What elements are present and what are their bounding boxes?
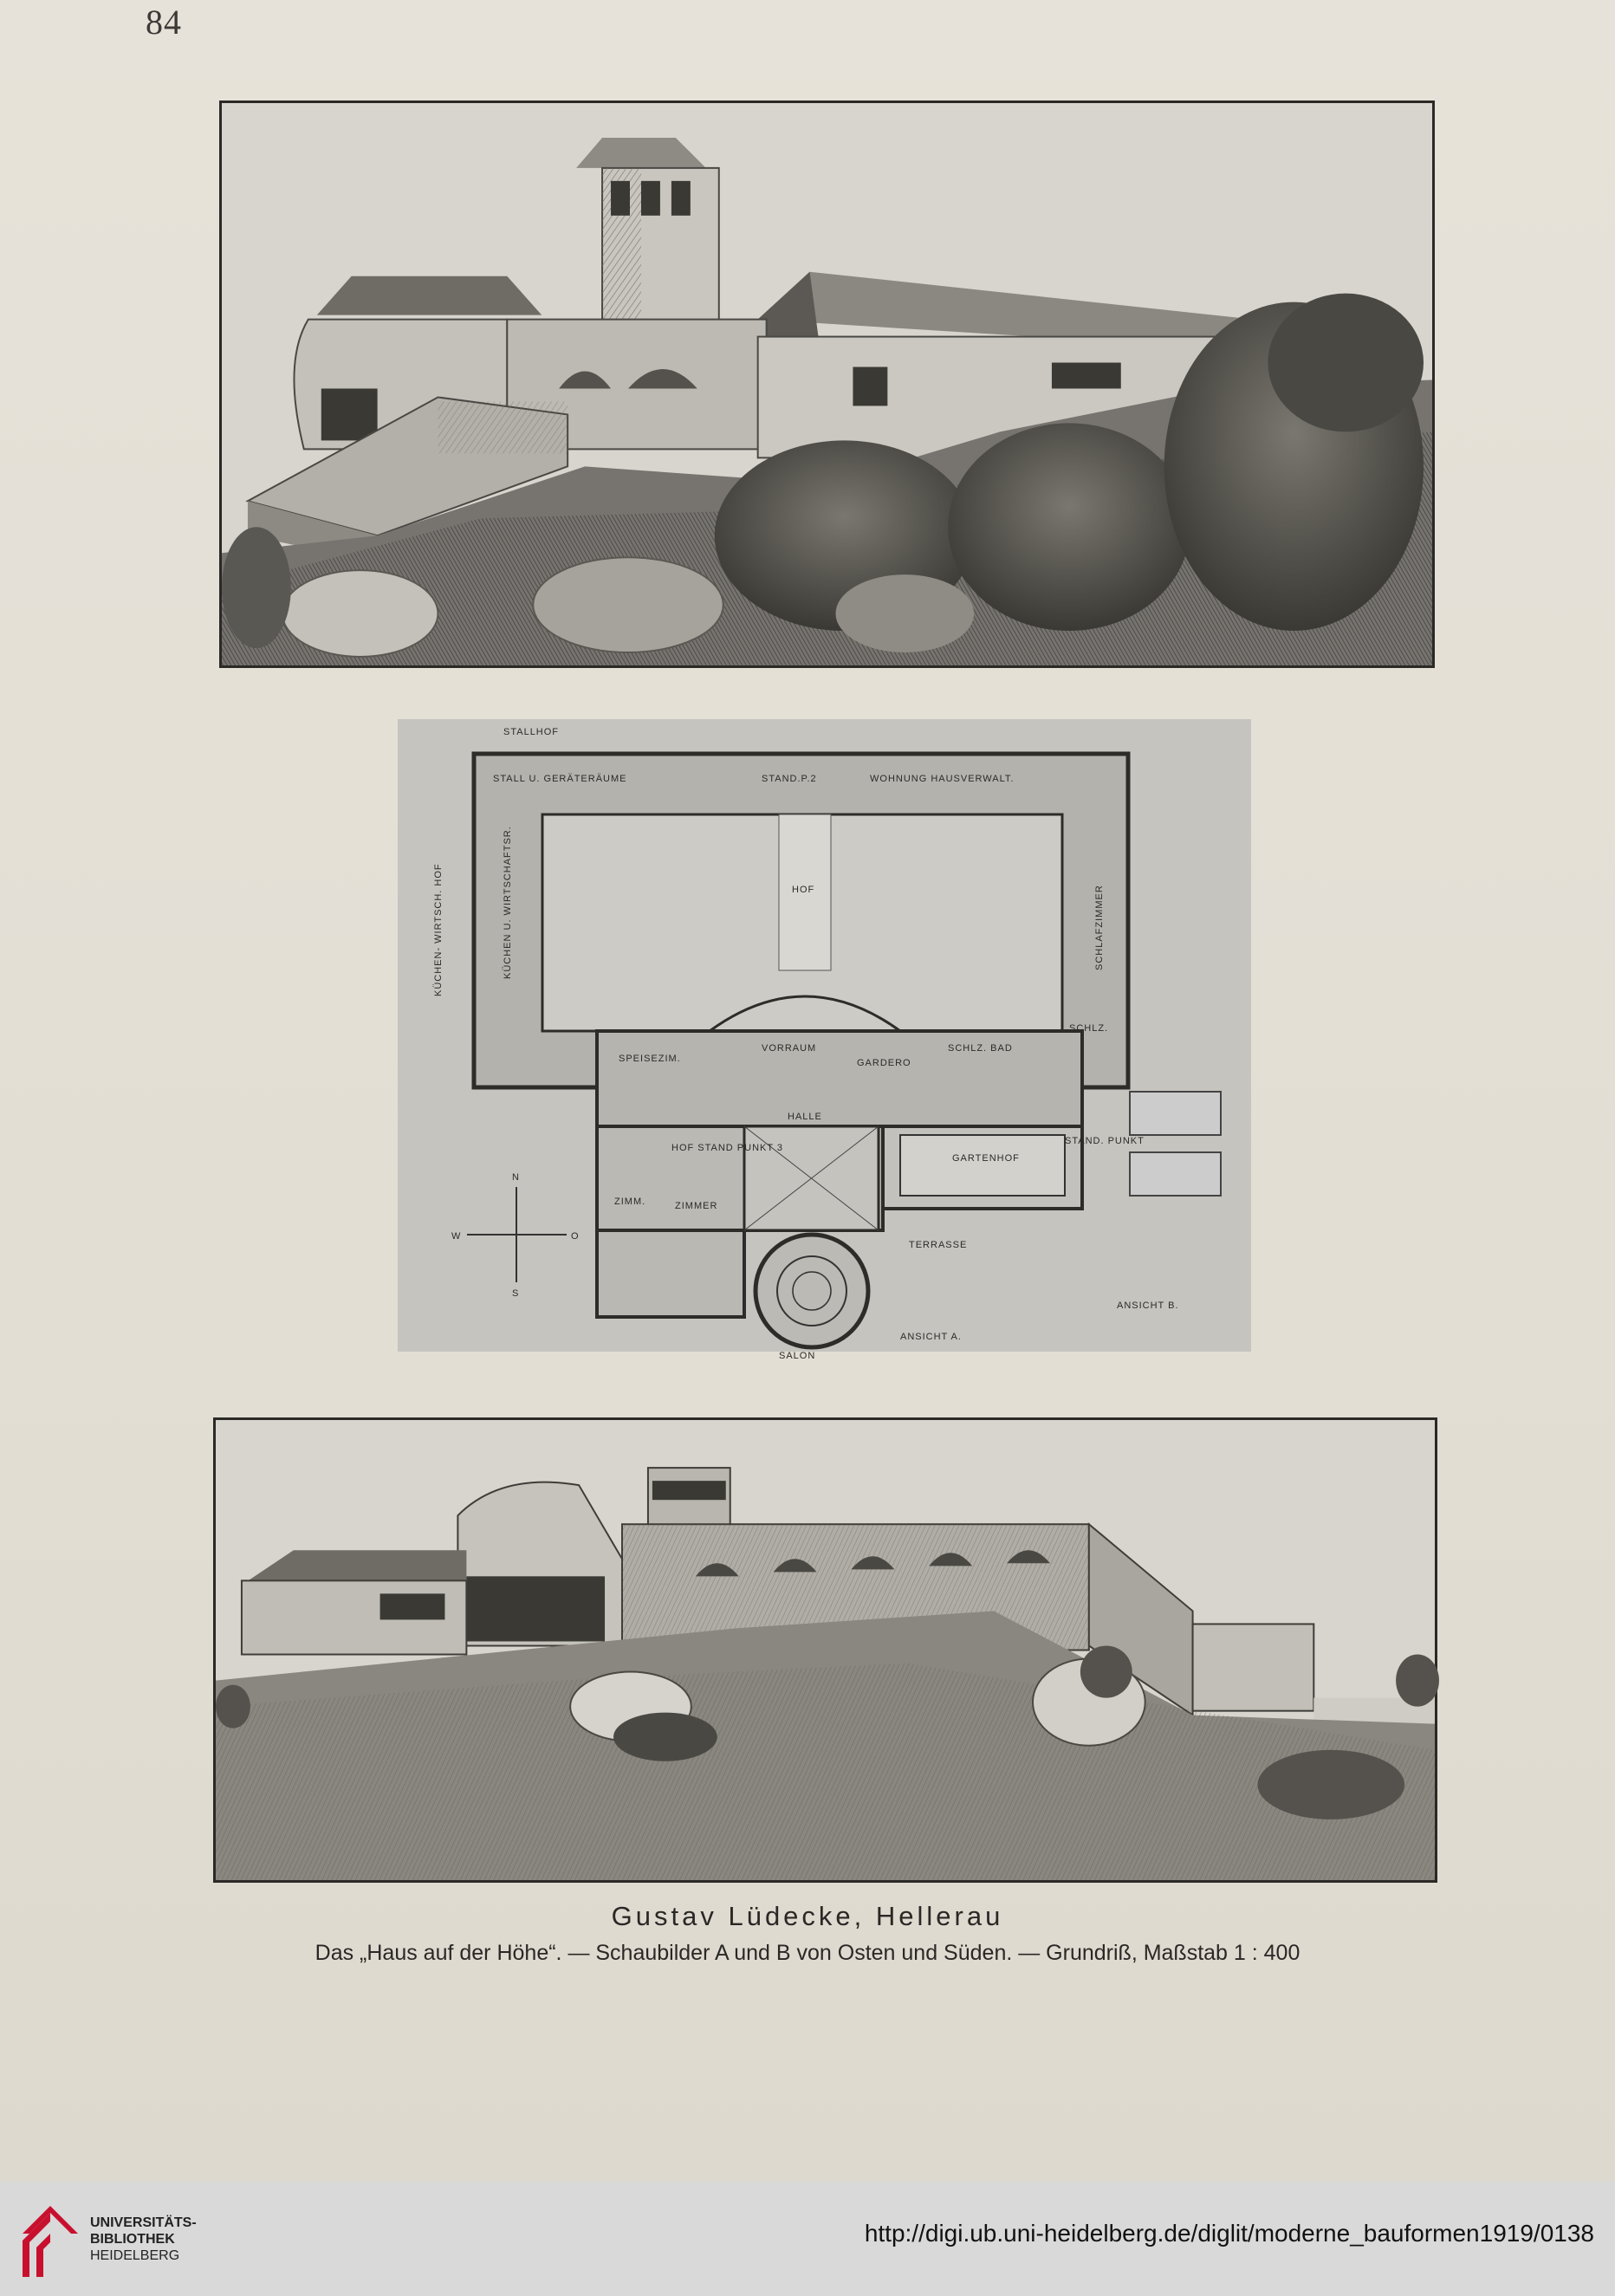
page-number: 84 xyxy=(146,3,182,42)
plan-label-hof: HOF xyxy=(792,885,815,895)
plan-label-wohnung: WOHNUNG HAUSVERWALT. xyxy=(870,774,1015,784)
library-name-line2: BIBLIOTHEK xyxy=(90,2232,175,2247)
plan-label-schlz: SCHLZ. xyxy=(1069,1023,1109,1034)
compass-south: S xyxy=(512,1288,520,1299)
plan-label-standpunkt: STAND. PUNKT xyxy=(1065,1136,1145,1146)
plan-label-kuechen: KÜCHEN U. WIRTSCHAFTSR. xyxy=(503,826,513,979)
plan-label-gartenhof: GARTENHOF xyxy=(952,1153,1020,1164)
permalink-url[interactable]: http://digi.ub.uni-heidelberg.de/diglit/moderne_bauformen1919/0138 xyxy=(864,2220,1594,2247)
caption-subtitle: Das „Haus auf der Höhe“. — Schaubilder A und B von Osten und Süden. — Grundriß, Maßstab 1 : 400 xyxy=(315,1941,1300,1965)
plan-label-speisezim: SPEISEZIM. xyxy=(619,1054,681,1064)
plan-label-schlzbad: SCHLZ. BAD xyxy=(948,1043,1013,1054)
compass-east: O xyxy=(571,1231,580,1242)
plan-label-stallhof: STALLHOF xyxy=(503,727,560,737)
plan-label-ansicht-b: ANSICHT B. xyxy=(1117,1300,1179,1311)
drawing-a-illustration xyxy=(222,103,1432,665)
plan-label-stand2: STAND.P.2 xyxy=(762,774,817,784)
plan-label-zimmer: ZIMMER xyxy=(675,1201,718,1211)
plan-label-schlafzimmer: SCHLAFZIMMER xyxy=(1094,885,1105,970)
plan-label-zimm: ZIMM. xyxy=(614,1197,646,1207)
library-name-line1: UNIVERSITÄTS- xyxy=(90,2215,197,2230)
caption-title: Gustav Lüdecke, Hellerau xyxy=(611,1901,1004,1931)
plan-label-ansicht-a: ANSICHT A. xyxy=(900,1332,962,1342)
plan-label-salon: SALON xyxy=(779,1351,816,1361)
plan-label-halle: HALLE xyxy=(788,1112,822,1122)
plan-label-kuechenhof: KÜCHEN- WIRTSCH. HOF xyxy=(433,863,444,996)
floor-plan xyxy=(398,719,1251,1361)
compass-west: W xyxy=(451,1231,462,1242)
plan-label-gardero: GARDERO xyxy=(857,1058,911,1068)
library-logo-icon xyxy=(17,2199,83,2280)
library-name xyxy=(90,2215,197,2264)
drawing-b-illustration xyxy=(216,1420,1435,1880)
plan-label-vorraum: VORRAUM xyxy=(762,1043,817,1054)
library-name-line3: HEIDELBERG xyxy=(90,2248,180,2263)
plan-label-stall: STALL U. GERÄTERÄUME xyxy=(493,774,627,784)
footer-bar xyxy=(0,2182,1615,2296)
perspective-drawing-a xyxy=(219,101,1435,668)
plan-label-terrasse: TERRASSE xyxy=(909,1240,968,1250)
perspective-drawing-b xyxy=(213,1417,1437,1883)
floor-plan-drawing xyxy=(398,719,1251,1361)
plan-label-hof-stand: HOF STAND PUNKT 3 xyxy=(671,1143,784,1153)
compass-north: N xyxy=(512,1172,520,1183)
